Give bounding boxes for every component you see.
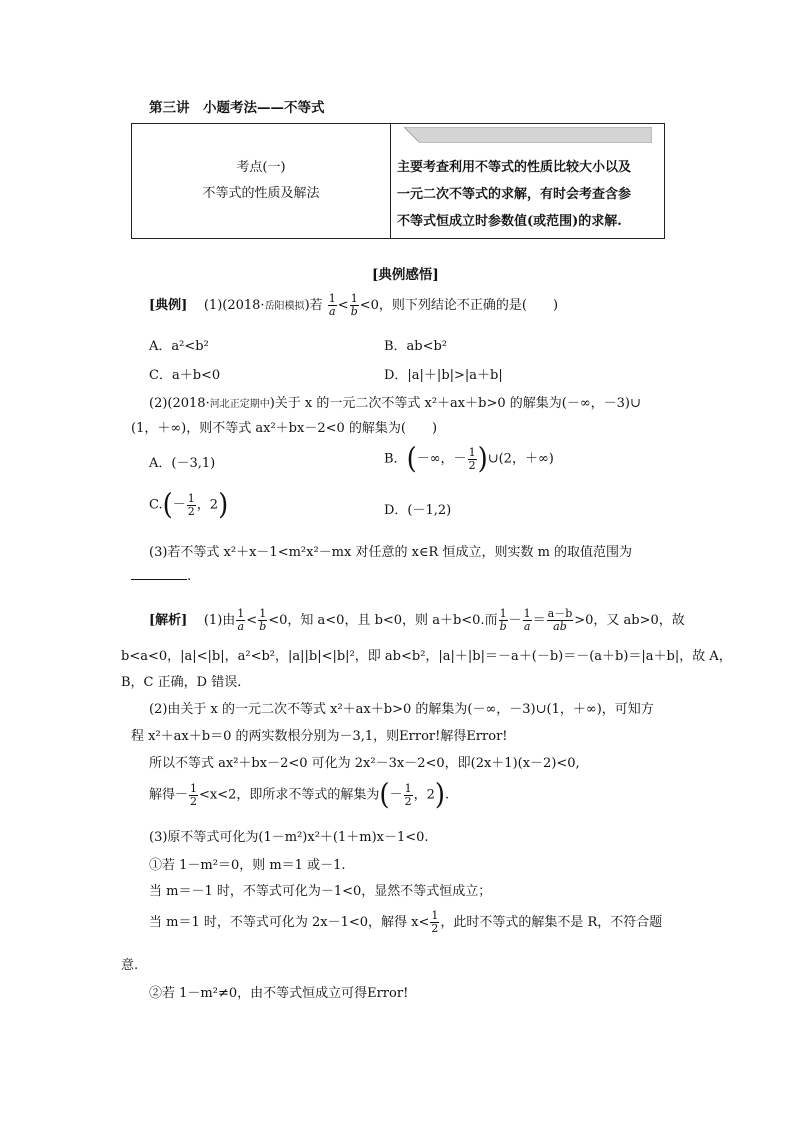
- q1-option-b: B．ab<b²: [384, 339, 448, 354]
- q1-source: 岳阳模拟: [264, 301, 305, 312]
- solution-s3-line6: ②若 1－m²≠0，由不等式恒成立可得Error!: [149, 986, 409, 1001]
- s2-line4-d: ，2: [413, 787, 435, 803]
- example-q1: [典例] (1)(2018·岳阳模拟)若 $\frac{1}{a}$ < $\frac{1}{b}$ <0，则下列结论不正确的是( ): [149, 292, 559, 318]
- q2-b-prefix: B．: [384, 451, 407, 467]
- solution-s1-line1: [解析] (1)由 $\frac{1}{a}$ < $\frac{1}{b}$ <0，知 a<0，且 b<0，则 a＋b<0.而 $\frac{1}{b}$ － $\frac{1}{a}$ ＝ $\frac{a-b}{ab}$ >0，又 ab>0，故: [149, 607, 685, 633]
- fraction-1-over-a: $\frac{1}{a}$: [328, 292, 336, 318]
- q1-suffix: )若: [304, 298, 323, 313]
- q2-c-inner: －: [172, 497, 186, 513]
- s2-line4-a: 解得－: [149, 787, 189, 803]
- q1-option-d: D．|a|＋|b|>|a＋b|: [384, 368, 503, 383]
- section-title: [典例感悟]: [372, 267, 439, 283]
- example-q3-line1: (3)若不等式 x²＋x－1<m²x²－mx 对任意的 x∈R 恒成立，则实数 m 的取值范围为: [149, 545, 633, 560]
- fraction-1-over-2: $\frac{1}{2}$: [431, 909, 439, 935]
- q1-tail: <0，则下列结论不正确的是( ): [359, 298, 559, 313]
- s2-line4-b: <x<2，即所求不等式的解集为: [199, 787, 380, 803]
- s1-a: (1)由: [203, 613, 236, 628]
- solution-s3-line4: [149, 910, 662, 935]
- solution-label: [解析]: [149, 613, 188, 628]
- q2-option-d: D．(－1,2): [384, 503, 452, 518]
- fraction-1-over-a: $\frac{1}{a}$: [237, 607, 245, 633]
- fraction-1-over-b: $\frac{1}{b}$: [499, 607, 507, 633]
- fraction-1-over-2: $\frac{1}{2}$: [404, 781, 412, 808]
- q2-c-prefix: C.: [149, 497, 163, 513]
- topic-desc-line: 主要考查利用不等式的性质比较大小以及: [397, 160, 632, 175]
- fraction-1-over-b: $\frac{1}{b}$: [350, 292, 358, 318]
- q2-option-c: C.(－ $\frac{1}{2}$ ，2): [149, 488, 229, 522]
- topic-name: 不等式的性质及解法: [202, 186, 320, 201]
- fraction-1-over-2: $\frac{1}{2}$: [468, 445, 476, 472]
- topic-box: [131, 123, 665, 239]
- page-title: 第三讲 小题考法——不等式: [149, 100, 325, 116]
- solution-s2-line3: 所以不等式 ax²＋bx－2<0 可化为 2x²－3x－2<0，即(2x＋1)(x－2)<0,: [149, 756, 580, 771]
- s2-line4-c: －: [389, 787, 403, 803]
- solution-s3-line2: ①若 1－m²＝0，则 m＝1 或－1.: [149, 858, 346, 873]
- s1-b: <0，知 a<0，且 b<0，则 a＋b<0.而: [268, 613, 498, 628]
- s1-c: >0，又 ab>0，故: [574, 613, 685, 628]
- s3-line4-b: ，此时不等式的解集不是 R，不符合题: [440, 915, 663, 930]
- solution-s3-line1: (3)原不等式可化为(1－m²)x²＋(1＋m)x－1<0.: [149, 830, 429, 845]
- example-q2-line1: [149, 392, 641, 411]
- fraction-1-over-2: $\frac{1}{2}$: [187, 491, 195, 518]
- q2-text: )关于 x 的一元二次不等式 x²＋ax＋b>0 的解集为(－∞，－3)∪: [269, 396, 641, 411]
- topic-desc-line: 不等式恒成立时参数值(或范围)的求解.: [397, 214, 622, 229]
- box-divider: [390, 124, 391, 238]
- example-q2-line2: (1，＋∞)，则不等式 ax²＋bx－2<0 的解集为( ): [131, 421, 438, 436]
- q2-b-suffix: ∪(2，＋∞): [487, 451, 554, 467]
- fraction-1-over-b: $\frac{1}{b}$: [259, 607, 267, 633]
- solution-s3-line5: 意.: [121, 958, 139, 973]
- solution-s1-line3: B，C 正确，D 错误.: [121, 675, 242, 690]
- example-q3-line2: [131, 569, 191, 584]
- q1-prefix: (1)(2018·: [203, 298, 265, 313]
- s2-line4-e: .: [445, 787, 450, 803]
- s3-line4-a: 当 m＝1 时，不等式可化为 2x－1<0，解得 x<: [149, 915, 430, 930]
- tab-decoration: [404, 127, 652, 143]
- topic-number: 考点(一): [236, 160, 286, 175]
- fraction-1-over-a: $\frac{1}{a}$: [523, 607, 531, 633]
- solution-s2-line1: (2)由关于 x 的一元二次不等式 x²＋ax＋b>0 的解集为(－∞，－3)∪(1，＋∞)，可知方: [149, 702, 654, 717]
- q2-b-inner: －∞，－: [416, 451, 467, 467]
- q2-option-a: A．(－3,1): [149, 456, 216, 471]
- topic-description: [397, 154, 662, 235]
- topic-left-cell: [132, 124, 390, 238]
- solution-s2-line2: 程 x²＋ax＋b＝0 的两实数根分别为－3,1，则Error!解得Error!: [131, 729, 508, 744]
- solution-s3-line3: 当 m＝－1 时，不等式可化为－1<0，显然不等式恒成立；: [149, 884, 492, 899]
- q2-prefix: (2)(2018·: [149, 396, 210, 411]
- answer-blank: [131, 579, 187, 580]
- q3-end: .: [187, 569, 192, 584]
- example-label: [典例]: [149, 298, 188, 313]
- q1-option-a: A．a²<b²: [149, 339, 209, 354]
- q2-source: 河北正定期中: [209, 399, 270, 410]
- q2-option-b: B．(－∞，－ $\frac{1}{2}$ )∪(2，＋∞): [384, 442, 554, 476]
- solution-s2-line4: 解得－ $\frac{1}{2}$ <x<2，即所求不等式的解集为(－ $\frac{1}{2}$ ，2).: [149, 778, 450, 812]
- q2-c-inner-b: ，2: [196, 497, 219, 513]
- solution-s1-line2: b<a<0，|a|<|b|，a²<b²，|a||b|<|b|²，即 ab<b²，|a|＋|b|＝－a＋(－b)＝－(a＋b)＝|a＋b|，故 A，: [121, 649, 732, 664]
- q1-option-c: C．a＋b<0: [149, 368, 221, 383]
- topic-desc-line: 一元二次不等式的求解，有时会考查含参: [397, 187, 632, 202]
- fraction-1-over-2: $\frac{1}{2}$: [190, 781, 198, 808]
- fraction-a-minus-b-over-ab: $\frac{a-b}{ab}$: [547, 607, 573, 633]
